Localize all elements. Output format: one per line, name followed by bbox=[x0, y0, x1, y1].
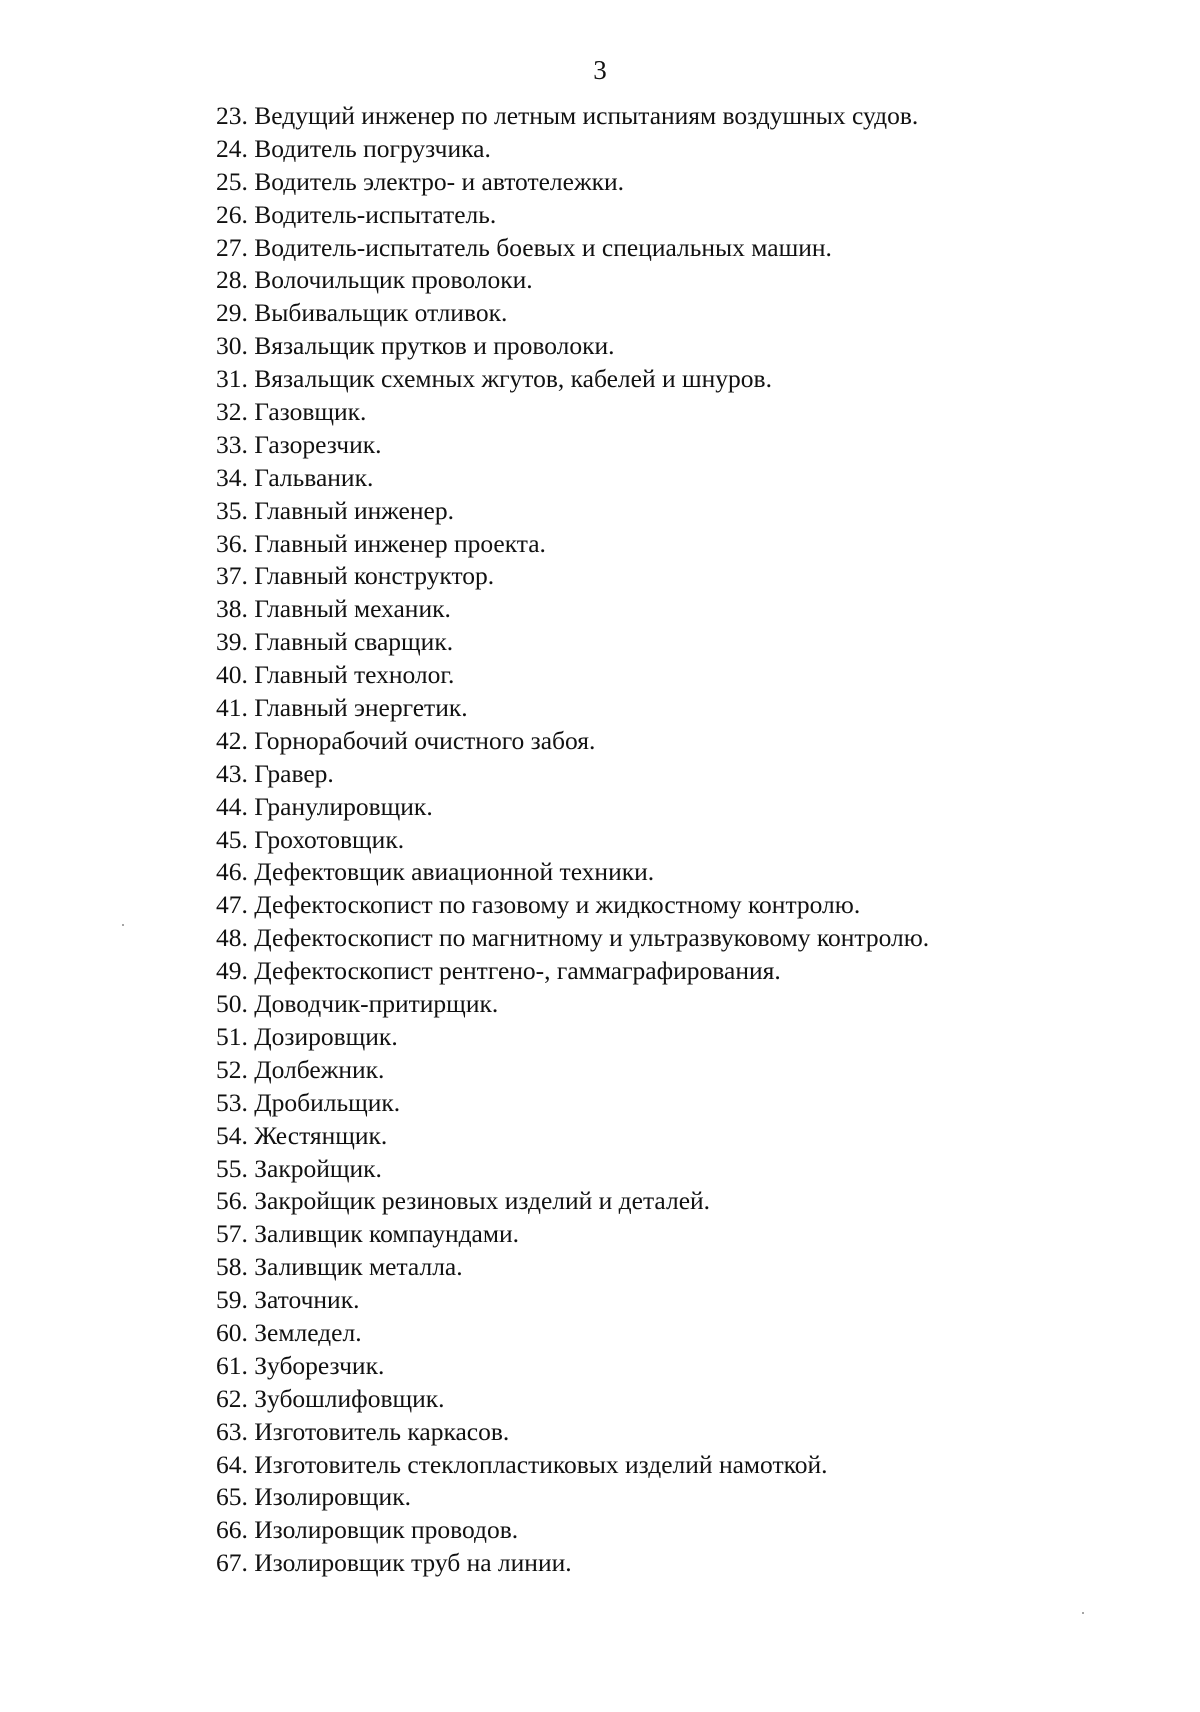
item-text: Гравер. bbox=[254, 758, 334, 788]
item-number: 27. bbox=[216, 232, 248, 262]
item-number: 24. bbox=[216, 133, 248, 163]
item-text: Водитель-испытатель. bbox=[254, 199, 497, 229]
list-item bbox=[216, 1054, 1116, 1087]
item-number: 49. bbox=[216, 956, 248, 986]
item-number: 58. bbox=[216, 1252, 248, 1282]
list-item bbox=[216, 1153, 1116, 1186]
item-text: Изготовитель стеклопластиковых изделий намоткой. bbox=[254, 1449, 828, 1479]
item-number: 53. bbox=[216, 1087, 248, 1117]
item-number: 54. bbox=[216, 1120, 248, 1150]
list-item bbox=[216, 659, 1116, 692]
list-item bbox=[216, 593, 1116, 626]
list-item bbox=[216, 1514, 1116, 1547]
item-number: 51. bbox=[216, 1021, 248, 1051]
item-text: Главный сварщик. bbox=[254, 627, 454, 657]
item-text: Закройщик резиновых изделий и деталей. bbox=[254, 1186, 711, 1216]
list-item bbox=[216, 1251, 1116, 1284]
item-text: Водитель электро- и автотележки. bbox=[254, 166, 624, 196]
item-text: Жестянщик. bbox=[254, 1120, 388, 1150]
list-item bbox=[216, 1087, 1116, 1120]
list-item bbox=[216, 1021, 1116, 1054]
list-item bbox=[216, 330, 1116, 363]
item-text: Изолировщик труб на линии. bbox=[254, 1548, 572, 1578]
item-text: Изолировщик. bbox=[254, 1482, 411, 1512]
item-number: 41. bbox=[216, 693, 248, 723]
list-item bbox=[216, 1481, 1116, 1514]
page-number: 3 bbox=[593, 55, 607, 85]
item-text: Выбивальщик отливок. bbox=[254, 298, 508, 328]
item-text: Изолировщик проводов. bbox=[254, 1515, 519, 1545]
item-number: 48. bbox=[216, 923, 248, 953]
list-item bbox=[216, 1547, 1116, 1580]
list-item bbox=[216, 725, 1116, 758]
item-text: Волочильщик проволоки. bbox=[254, 265, 533, 295]
item-text: Дефектоскопист по магнитному и ультразвуковому контролю. bbox=[254, 923, 930, 953]
item-number: 55. bbox=[216, 1153, 248, 1183]
item-text: Закройщик. bbox=[254, 1153, 382, 1183]
list-item bbox=[216, 758, 1116, 791]
item-text: Ведущий инженер по летным испытаниям воздушных судов. bbox=[254, 101, 919, 130]
item-number: 45. bbox=[216, 824, 248, 854]
item-number: 31. bbox=[216, 364, 248, 394]
item-text: Дефектоскопист по газовому и жидкостному контролю. bbox=[254, 890, 861, 920]
list-item bbox=[216, 133, 1116, 166]
item-number: 44. bbox=[216, 791, 248, 821]
list-item bbox=[216, 396, 1116, 429]
item-text: Водитель погрузчика. bbox=[254, 133, 491, 163]
item-text: Дробильщик. bbox=[254, 1087, 401, 1117]
list-item bbox=[216, 528, 1116, 561]
item-number: 33. bbox=[216, 429, 248, 459]
item-text: Земледел. bbox=[254, 1317, 362, 1347]
item-number: 66. bbox=[216, 1515, 248, 1545]
list-item bbox=[216, 626, 1116, 659]
list-item bbox=[216, 692, 1116, 725]
list-item bbox=[216, 1218, 1116, 1251]
item-text: Зубошлифовщик. bbox=[254, 1383, 445, 1413]
item-number: 28. bbox=[216, 265, 248, 295]
item-text: Главный механик. bbox=[254, 594, 451, 624]
item-text: Зуборезчик. bbox=[254, 1350, 385, 1380]
list-item bbox=[216, 1120, 1116, 1153]
item-number: 67. bbox=[216, 1548, 248, 1578]
item-number: 25. bbox=[216, 166, 248, 196]
item-number: 38. bbox=[216, 594, 248, 624]
list-item bbox=[216, 922, 1116, 955]
list-item bbox=[216, 264, 1116, 297]
list-item bbox=[216, 199, 1116, 232]
item-number: 50. bbox=[216, 989, 248, 1019]
item-text: Доводчик-притирщик. bbox=[254, 989, 499, 1019]
list-item bbox=[216, 166, 1116, 199]
item-text: Вязальщик прутков и проволоки. bbox=[254, 331, 615, 361]
item-number: 46. bbox=[216, 857, 248, 887]
item-text: Гранулировщик. bbox=[254, 791, 433, 821]
item-number: 62. bbox=[216, 1383, 248, 1413]
list-item bbox=[216, 791, 1116, 824]
item-number: 60. bbox=[216, 1317, 248, 1347]
item-number: 57. bbox=[216, 1219, 248, 1249]
item-text: Изготовитель каркасов. bbox=[254, 1416, 510, 1446]
item-text: Заливщик компаундами. bbox=[254, 1219, 520, 1249]
item-text: Главный технолог. bbox=[254, 660, 455, 690]
scan-speck bbox=[1082, 1612, 1084, 1614]
list-item bbox=[216, 988, 1116, 1021]
item-number: 23. bbox=[216, 101, 248, 130]
item-number: 36. bbox=[216, 528, 248, 558]
item-number: 29. bbox=[216, 298, 248, 328]
item-number: 65. bbox=[216, 1482, 248, 1512]
item-text: Гальваник. bbox=[254, 462, 374, 492]
list-item bbox=[216, 429, 1116, 462]
item-text: Дефектоскопист рентгено-, гаммаграфирования. bbox=[254, 956, 781, 986]
scan-speck bbox=[122, 924, 124, 926]
item-number: 39. bbox=[216, 627, 248, 657]
list-item bbox=[216, 1416, 1116, 1449]
list-item bbox=[216, 1284, 1116, 1317]
item-text: Газорезчик. bbox=[254, 429, 382, 459]
item-text: Главный энергетик. bbox=[254, 693, 468, 723]
item-number: 37. bbox=[216, 561, 248, 591]
item-text: Главный конструктор. bbox=[254, 561, 495, 591]
list-item bbox=[216, 1449, 1116, 1482]
item-number: 64. bbox=[216, 1449, 248, 1479]
list-item bbox=[216, 856, 1116, 889]
list-item bbox=[216, 297, 1116, 330]
item-number: 52. bbox=[216, 1054, 248, 1084]
occupation-list bbox=[216, 100, 1116, 1580]
item-number: 26. bbox=[216, 199, 248, 229]
list-item bbox=[216, 889, 1116, 922]
item-number: 34. bbox=[216, 462, 248, 492]
list-item bbox=[216, 232, 1116, 265]
item-text: Дозировщик. bbox=[254, 1021, 398, 1051]
item-number: 40. bbox=[216, 660, 248, 690]
item-text: Заливщик металла. bbox=[254, 1252, 463, 1282]
list-item bbox=[216, 955, 1116, 988]
list-item bbox=[216, 1185, 1116, 1218]
list-item bbox=[216, 560, 1116, 593]
item-number: 63. bbox=[216, 1416, 248, 1446]
item-text: Дефектовщик авиационной техники. bbox=[254, 857, 655, 887]
item-number: 35. bbox=[216, 495, 248, 525]
item-text: Газовщик. bbox=[254, 397, 367, 427]
item-text: Главный инженер проекта. bbox=[254, 528, 546, 558]
list-item bbox=[216, 495, 1116, 528]
item-text: Заточник. bbox=[254, 1285, 360, 1315]
item-text: Вязальщик схемных жгутов, кабелей и шнуров. bbox=[254, 364, 772, 394]
list-item bbox=[216, 100, 1116, 133]
item-text: Главный инженер. bbox=[254, 495, 454, 525]
item-text: Горнорабочий очистного забоя. bbox=[254, 725, 596, 755]
list-item bbox=[216, 462, 1116, 495]
item-text: Грохотовщик. bbox=[254, 824, 405, 854]
item-number: 30. bbox=[216, 331, 248, 361]
item-number: 59. bbox=[216, 1285, 248, 1315]
item-text: Водитель-испытатель боевых и специальных машин. bbox=[254, 232, 832, 262]
list-item bbox=[216, 1383, 1116, 1416]
list-item bbox=[216, 1317, 1116, 1350]
item-number: 61. bbox=[216, 1350, 248, 1380]
list-item bbox=[216, 363, 1116, 396]
list-item bbox=[216, 1350, 1116, 1383]
list-item bbox=[216, 824, 1116, 857]
item-number: 42. bbox=[216, 725, 248, 755]
item-number: 32. bbox=[216, 397, 248, 427]
item-number: 43. bbox=[216, 758, 248, 788]
item-number: 47. bbox=[216, 890, 248, 920]
item-number: 56. bbox=[216, 1186, 248, 1216]
item-text: Долбежник. bbox=[254, 1054, 385, 1084]
